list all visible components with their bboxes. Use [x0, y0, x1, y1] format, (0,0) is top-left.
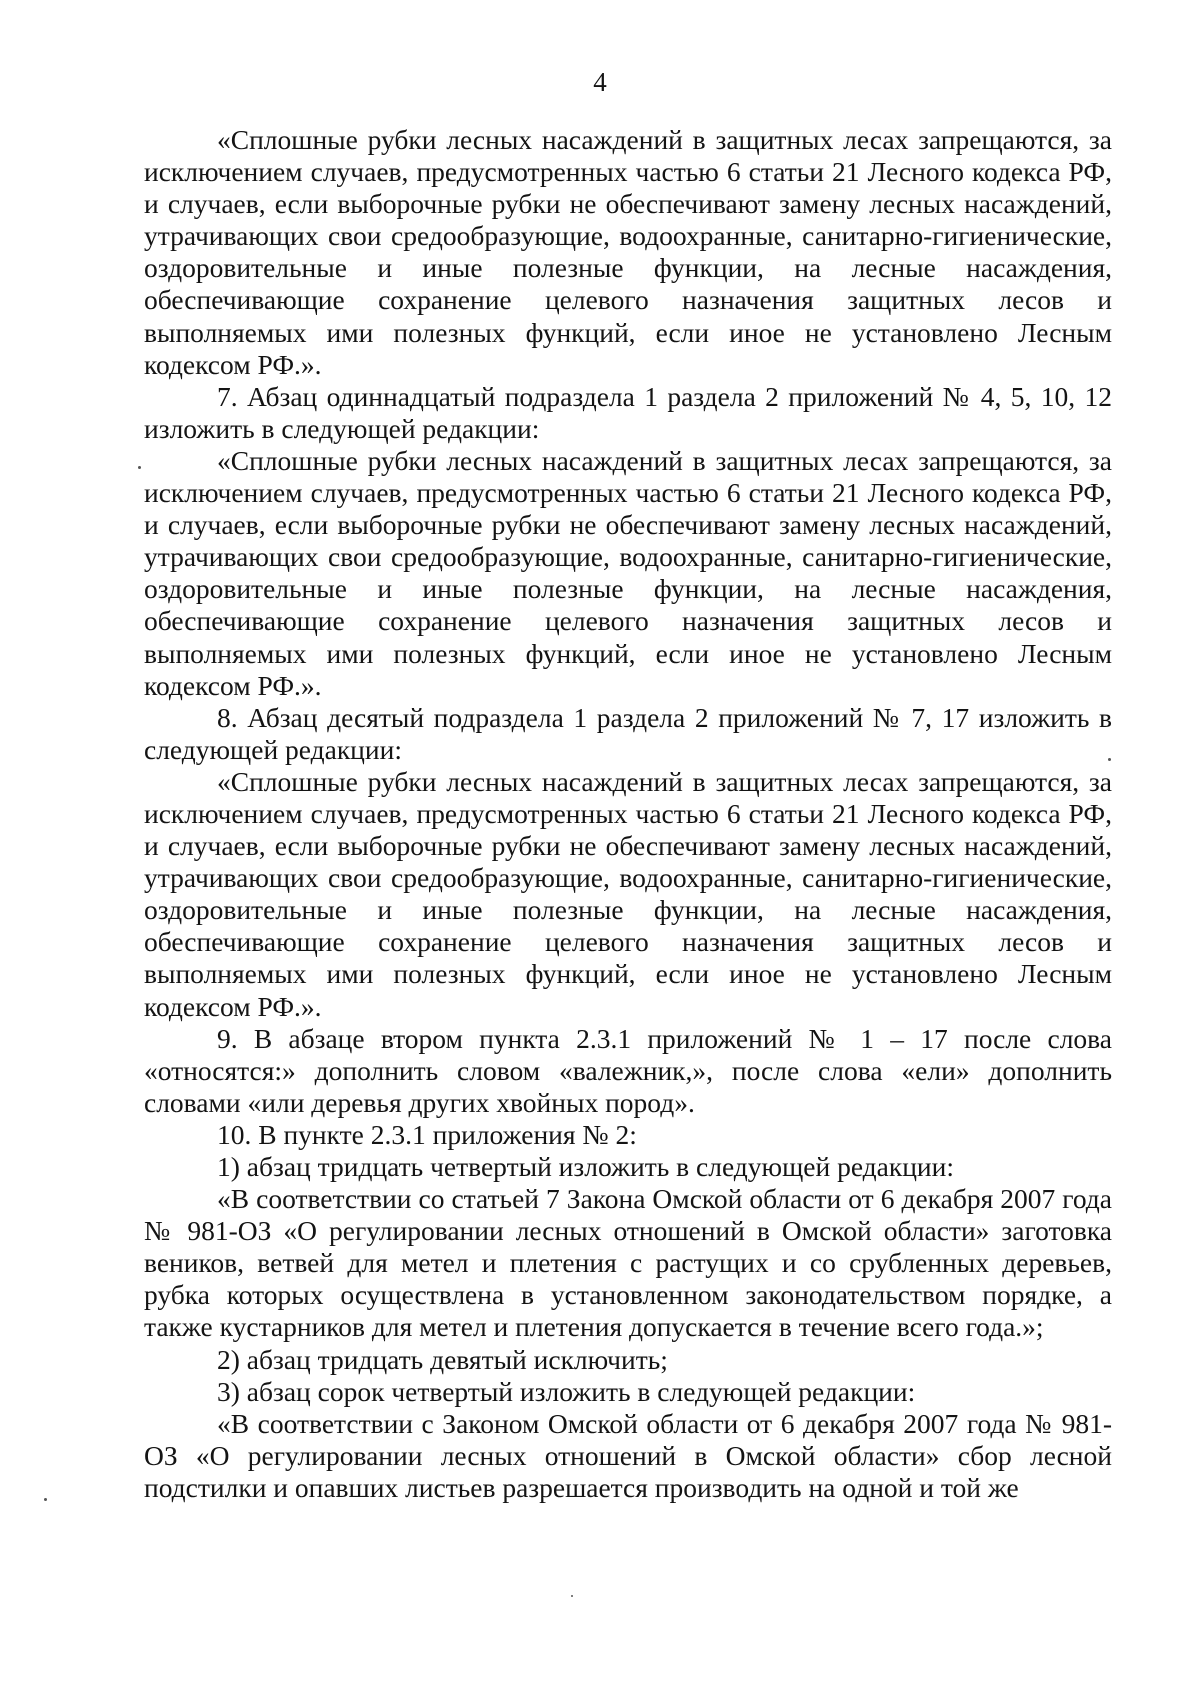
paragraph-quote-4: «В соответствии со статьей 7 Закона Омской области от 6 декабря 2007 года № 981-ОЗ «О регулировании лесных отношений в Омской области» заготовка веников, ветвей для метел и плетения с растущих и со срубленных деревьев, рубка которых осуществлена в установленном законодательством порядке, а также кустарников для метел и плетения допускается в течение всего года.»; — [144, 1183, 1112, 1343]
paragraph-subitem-1: 1) абзац тридцать четвертый изложить в следующей редакции: — [217, 1151, 955, 1182]
document-body — [144, 124, 1112, 1504]
paragraph-item-7: 7. Абзац одиннадцатый подраздела 1 раздела 2 приложений № 4, 5, 10, 12 изложить в следующей редакции: — [144, 380, 1112, 444]
paragraph-quote-5: «В соответствии с Законом Омской области от 6 декабря 2007 года № 981-ОЗ «О регулировании лесных отношений в Омской области» сбор лесной подстилки и опавших листьев разрешается производить на одной и той же — [144, 1407, 1112, 1503]
scan-speck — [44, 1498, 47, 1501]
paragraph-subitem-2: 2) абзац тридцать девятый исключить; — [217, 1343, 668, 1375]
paragraph-quote-1: «Сплошные рубки лесных насаждений в защитных лесах запрещаются, за исключением случаев, предусмотренных частью 6 статьи 21 Лесного кодекса РФ, и случаев, если выборочные рубки не обеспечивают замену лесных насаждений, утрачивающих свои средообразующие, водоохранные, санитарно-гигиенические, оздоровительные и иные полезные функции, на лесные насаждения, обеспечивающие сохранение целевого назначения защитных лесов и выполняемых ими полезных функций, если иное не установлено Лесным кодексом РФ.». — [144, 124, 1112, 380]
paragraph-item-10: 10. В пункте 2.3.1 приложения № 2: — [217, 1118, 637, 1150]
paragraph-quote-2: «Сплошные рубки лесных насаждений в защитных лесах запрещаются, за исключением случаев, предусмотренных частью 6 статьи 21 Лесного кодекса РФ, и случаев, если выборочные рубки не обеспечивают замену лесных насаждений, утрачивающих свои средообразующие, водоохранные, санитарно-гигиенические, оздоровительные и иные полезные функции, на лесные насаждения, обеспечивающие сохранение целевого назначения защитных лесов и выполняемых ими полезных функций, если иное не установлено Лесным кодексом РФ.». — [144, 444, 1112, 701]
paragraph-item-9: 9. В абзаце втором пункта 2.3.1 приложений № 1 – 17 после слова «относятся:» дополнить словом «валежник,», после слова «ели» дополнить словами «или деревья других хвойных пород». — [144, 1022, 1112, 1118]
scan-speck — [1108, 758, 1111, 761]
paragraph-subitem-3: 3) абзац сорок четвертый изложить в следующей редакции: — [217, 1375, 916, 1407]
page-number: 4 — [593, 67, 607, 97]
scan-speck — [571, 1595, 573, 1597]
scan-speck — [138, 466, 141, 469]
paragraph-quote-3: «Сплошные рубки лесных насаждений в защитных лесах запрещаются, за исключением случаев, предусмотренных частью 6 статьи 21 Лесного кодекса РФ, и случаев, если выборочные рубки не обеспечивают замену лесных насаждений, утрачивающих свои средообразующие, водоохранные, санитарно-гигиенические, оздоровительные и иные полезные функции, на лесные насаждения, обеспечивающие сохранение целевого назначения защитных лесов и выполняемых ими полезных функций, если иное не установлено Лесным кодексом РФ.». — [144, 765, 1112, 1022]
paragraph-item-8: 8. Абзац десятый подраздела 1 раздела 2 приложений № 7, 17 изложить в следующей редакции: — [144, 701, 1112, 765]
